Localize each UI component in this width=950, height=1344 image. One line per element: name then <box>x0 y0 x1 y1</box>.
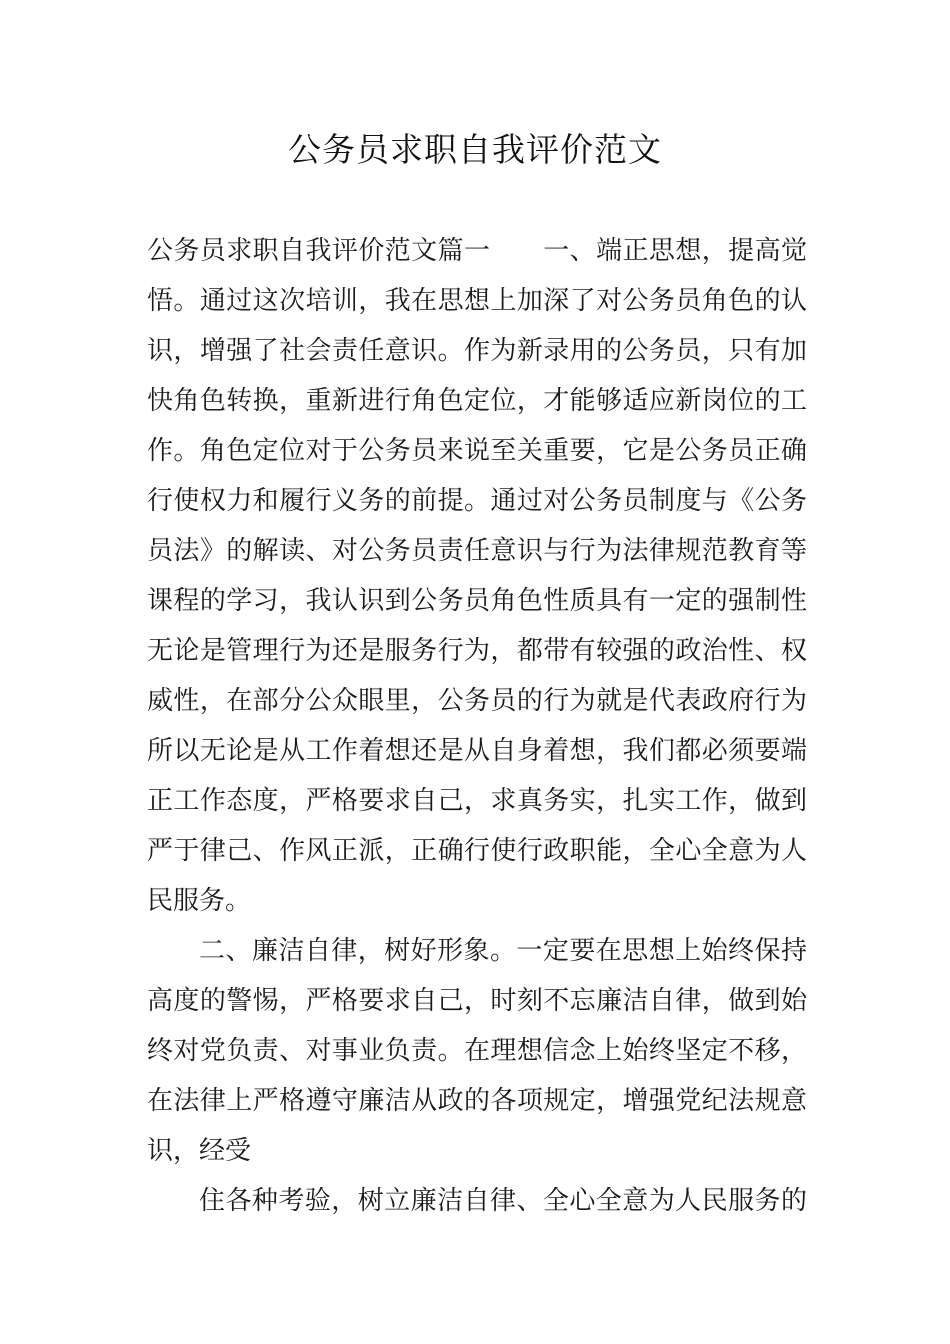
text-line: 识，增强了社会责任意识。作为新录用的公务员，只有加 <box>147 336 807 366</box>
text-line: 二、廉洁自律，树好形象。一定要在思想上始终保持 <box>199 936 807 966</box>
text-line: 住各种考验，树立廉洁自律、全心全意为人民服务的 <box>199 1186 807 1216</box>
text-line: 悟。通过这次培训，我在思想上加深了对公务员角色的认 <box>147 286 807 316</box>
text-line: 行使权力和履行义务的前提。通过对公务员制度与《公务 <box>147 486 807 516</box>
document-body <box>147 226 807 1226</box>
text-line: 所以无论是从工作着想还是从自身着想，我们都必须要端 <box>147 736 807 766</box>
text-line: 课程的学习，我认识到公务员角色性质具有一定的强制性 <box>147 586 807 616</box>
paragraph-3 <box>147 1176 807 1226</box>
text-line: 终对党负责、对事业负责。在理想信念上始终坚定不移， <box>147 1036 807 1066</box>
text-line: 快角色转换，重新进行角色定位，才能够适应新岗位的工 <box>147 386 807 416</box>
text-line: 公务员求职自我评价范文篇一 一、端正思想，提高觉 <box>147 236 807 266</box>
text-line: 识，经受 <box>147 1136 252 1166</box>
text-line: 在法律上严格遵守廉洁从政的各项规定，增强党纪法规意 <box>147 1086 807 1116</box>
paragraph-1 <box>147 226 807 926</box>
document-title: 公务员求职自我评价范文 <box>288 130 662 169</box>
text-line: 正工作态度，严格要求自己，求真务实，扎实工作，做到 <box>147 786 807 816</box>
text-line: 高度的警惕，严格要求自己，时刻不忘廉洁自律，做到始 <box>147 986 807 1016</box>
text-line: 员法》的解读、对公务员责任意识与行为法律规范教育等 <box>147 536 807 566</box>
text-line: 无论是管理行为还是服务行为，都带有较强的政治性、权 <box>147 636 807 666</box>
text-line: 民服务。 <box>147 886 252 916</box>
text-line: 严于律己、作风正派，正确行使行政职能，全心全意为人 <box>147 836 807 866</box>
text-line: 作。角色定位对于公务员来说至关重要，它是公务员正确 <box>147 436 807 466</box>
paragraph-2 <box>147 926 807 1176</box>
text-line: 威性，在部分公众眼里，公务员的行为就是代表政府行为 <box>147 686 807 716</box>
